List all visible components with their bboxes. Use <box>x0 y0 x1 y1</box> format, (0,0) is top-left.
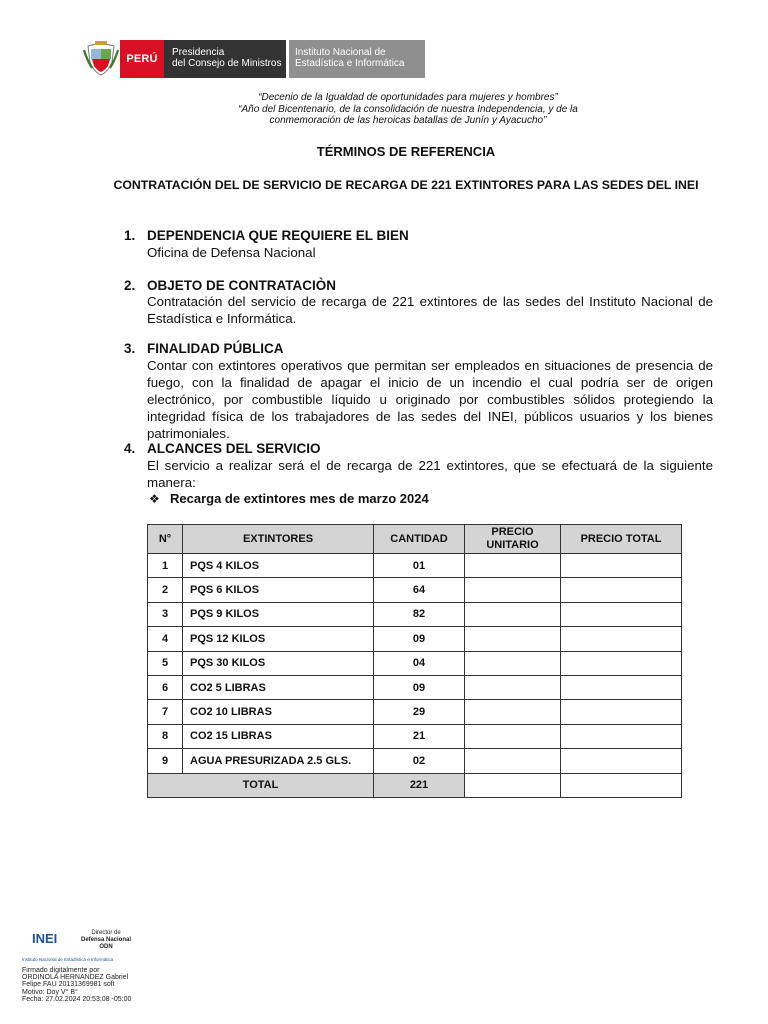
pcm-logo-text <box>164 40 286 78</box>
row-number: 6 <box>148 675 183 699</box>
table-row <box>148 651 682 675</box>
row-precio-total <box>561 627 682 651</box>
row-precio-total <box>561 700 682 724</box>
row-cantidad: 01 <box>374 554 465 578</box>
row-extintor: AGUA PRESURIZADA 2.5 GLS. <box>183 749 374 773</box>
row-cantidad: 09 <box>374 627 465 651</box>
row-cantidad: 21 <box>374 724 465 748</box>
row-precio-unitario <box>465 724 561 748</box>
extinguisher-table <box>147 524 682 798</box>
table-row <box>148 578 682 602</box>
row-number: 2 <box>148 578 183 602</box>
row-cantidad: 29 <box>374 700 465 724</box>
row-precio-unitario <box>465 700 561 724</box>
row-precio-total <box>561 651 682 675</box>
section-1-title: DEPENDENCIA QUE REQUIERE EL BIEN <box>147 228 409 243</box>
table-row <box>148 724 682 748</box>
section-2-heading <box>124 278 336 293</box>
section-3-body: Contar con extintores operativos que permitan ser empleados en situaciones de presencia de fuego, con la finalidad de apagar el inicio de un incendio el cual podría ser de origen electrónico, por combustible líquido u originado por combustibles sólidos protegiendo la integridad física de los trabajadores de las sedes del INEI, públicos usuarios y los bienes patrimoniales. <box>147 358 713 441</box>
row-cantidad: 09 <box>374 675 465 699</box>
inei-logo: INEI <box>32 931 58 946</box>
slogan <box>0 92 768 127</box>
signer-role-line2: Defensa Nacional <box>80 937 132 943</box>
table-row <box>148 700 682 724</box>
slogan-line3: conmemoración de las heroicas batallas de Junín y Ayacucho” <box>269 115 547 126</box>
signature-line4: Motivo: Doy V° B° <box>22 988 78 996</box>
row-extintor: PQS 4 KILOS <box>183 554 374 578</box>
document-title: TÉRMINOS DE REFERENCIA <box>316 144 496 159</box>
signature-stamp <box>22 926 132 964</box>
total-cantidad: 221 <box>374 773 465 797</box>
total-label: TOTAL <box>148 773 374 797</box>
row-extintor: PQS 30 KILOS <box>183 651 374 675</box>
row-cantidad: 82 <box>374 602 465 626</box>
section-4-title: ALCANCES DEL SERVICIO <box>147 441 321 456</box>
row-number: 7 <box>148 700 183 724</box>
slogan-line1: “Decenio de la Igualdad de oportunidades para mujeres y hombres” <box>258 92 558 103</box>
inei-line2: Estadística e Informática <box>295 58 405 69</box>
section-2-body: Contratación del servicio de recarga de 221 extintores de las sedes del Instituto Nacional de Estadística e Informática. <box>147 294 713 326</box>
coat-of-arms-icon <box>82 40 120 78</box>
bullet-text: Recarga de extintores mes de marzo 2024 <box>170 491 429 506</box>
header-cantidad: CANTIDAD <box>374 525 465 554</box>
signer-role-line1: Director de <box>91 930 121 936</box>
document-subtitle: CONTRATACIÓN DEL DE SERVICIO DE RECARGA DE 221 EXTINTORES PARA LAS SEDES DEL INEI <box>113 178 699 192</box>
header-number: N° <box>148 525 183 554</box>
total-precio-unitario <box>465 773 561 797</box>
header-precio-unitario <box>465 525 561 554</box>
diamond-bullet-icon: ❖ <box>149 492 160 506</box>
row-precio-unitario <box>465 602 561 626</box>
row-extintor: PQS 6 KILOS <box>183 578 374 602</box>
header-extintores: EXTINTORES <box>183 525 374 554</box>
inei-line1: Instituto Nacional de <box>295 47 386 58</box>
table-header-row <box>148 525 682 554</box>
header-precio-total: PRECIO TOTAL <box>561 525 682 554</box>
row-number: 5 <box>148 651 183 675</box>
inei-logo-text <box>289 40 425 78</box>
header-precio-unitario-line1: PRECIO <box>491 526 534 538</box>
row-precio-total <box>561 724 682 748</box>
table-total-row <box>148 773 682 797</box>
table-row <box>148 554 682 578</box>
row-number: 3 <box>148 602 183 626</box>
section-1-heading <box>124 228 409 243</box>
section-1-number: 1. <box>124 228 136 243</box>
signer-role-line3: ODN <box>99 944 113 950</box>
table-row <box>148 602 682 626</box>
signature-details <box>22 967 132 1003</box>
slogan-line2: “Año del Bicentenario, de la consolidación de nuestra Independencia, y de la <box>238 103 578 115</box>
row-precio-total <box>561 602 682 626</box>
digital-signature <box>22 926 132 1003</box>
section-4-number: 4. <box>124 441 136 456</box>
signature-line5: Fecha: 27.02.2024 20:53:08 -05:00 <box>22 995 132 1003</box>
row-cantidad: 02 <box>374 749 465 773</box>
header-precio-unitario-line2: UNITARIO <box>486 539 539 551</box>
peru-label: PERÚ <box>120 40 164 78</box>
pcm-line2: del Consejo de Ministros <box>172 58 282 69</box>
signer-role <box>80 930 132 951</box>
row-extintor: CO2 15 LIBRAS <box>183 724 374 748</box>
section-4-heading <box>124 441 321 456</box>
row-precio-unitario <box>465 627 561 651</box>
table-row <box>148 675 682 699</box>
row-precio-unitario <box>465 651 561 675</box>
row-number: 1 <box>148 554 183 578</box>
row-extintor: PQS 12 KILOS <box>183 627 374 651</box>
section-2-title: OBJETO DE CONTRATACIÒN <box>147 278 337 293</box>
signature-line2: ORDINOLA HERNANDEZ Gabriel <box>22 974 129 982</box>
inei-caption: Instituto Nacional de Estadística e Informática <box>22 957 114 962</box>
section-3-heading <box>124 341 284 356</box>
row-precio-total <box>561 749 682 773</box>
row-precio-unitario <box>465 749 561 773</box>
row-precio-unitario <box>465 675 561 699</box>
row-extintor: CO2 5 LIBRAS <box>183 675 374 699</box>
section-3-title: FINALIDAD PÚBLICA <box>147 341 284 356</box>
section-2-number: 2. <box>124 278 136 293</box>
total-precio-total <box>561 773 682 797</box>
row-cantidad: 64 <box>374 578 465 602</box>
row-extintor: PQS 9 KILOS <box>183 602 374 626</box>
row-precio-unitario <box>465 554 561 578</box>
table-row <box>148 749 682 773</box>
section-1-body: Oficina de Defensa Nacional <box>147 245 316 260</box>
row-precio-total <box>561 578 682 602</box>
row-precio-total <box>561 554 682 578</box>
header-logos <box>82 40 425 78</box>
pcm-line1: Presidencia <box>172 47 225 58</box>
row-cantidad: 04 <box>374 651 465 675</box>
row-number: 9 <box>148 749 183 773</box>
bullet-heading <box>149 491 429 506</box>
row-extintor: CO2 10 LIBRAS <box>183 700 374 724</box>
table-row <box>148 627 682 651</box>
row-precio-total <box>561 675 682 699</box>
signature-line1: Firmado digitalmente por <box>22 967 100 974</box>
row-number: 4 <box>148 627 183 651</box>
section-3-number: 3. <box>124 341 136 356</box>
section-4-body: El servicio a realizar será el de recarga de 221 extintores, que se efectuará de la siguiente manera: <box>147 458 713 490</box>
row-number: 8 <box>148 724 183 748</box>
row-precio-unitario <box>465 578 561 602</box>
signature-line3: Felipe FAU 20131369981 soft <box>22 981 115 989</box>
